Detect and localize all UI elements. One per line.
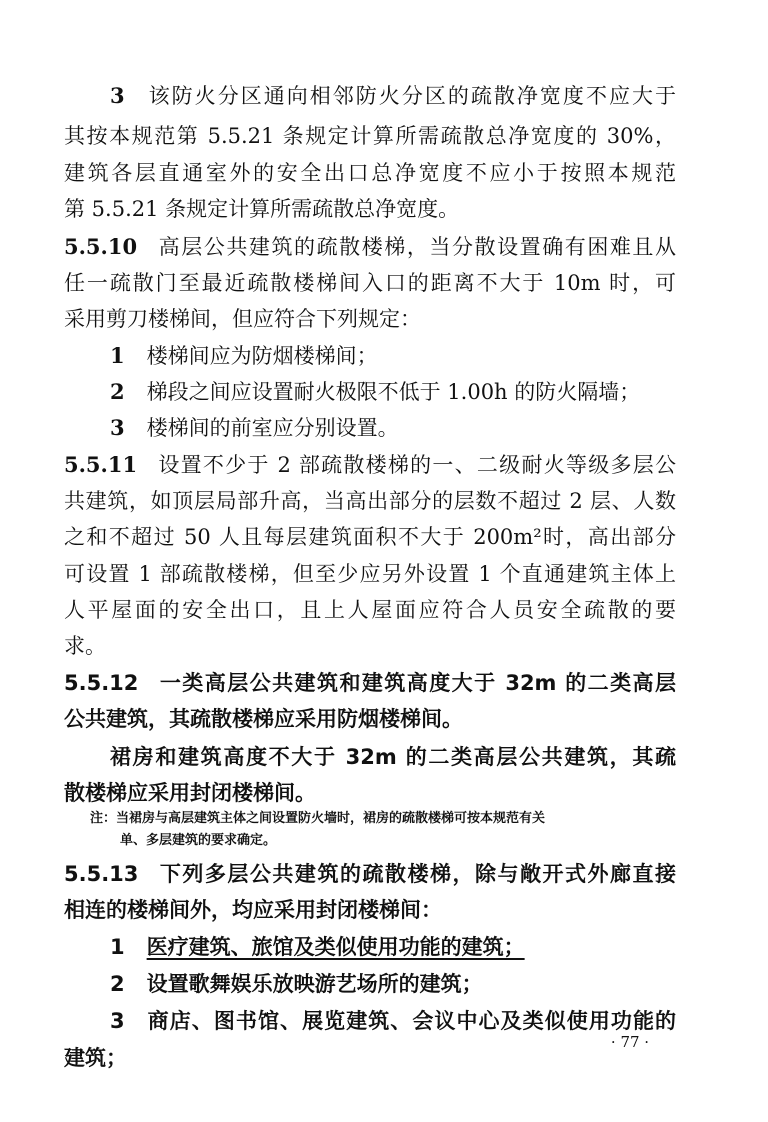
item-3-line-2: 其按本规范第 5.5.21 条规定计算所需疏散总净宽度的 30%，: [64, 124, 676, 148]
item-3-line-3: 建筑各层直通室外的安全出口总净宽度不应小于按照本规范: [64, 161, 676, 185]
item-text: 楼梯间的前室应分别设置。: [146, 416, 399, 440]
item-number: 3: [110, 1009, 125, 1033]
clause-5-5-13-item-3-line-2: 建筑；: [64, 1046, 127, 1070]
clause-number: 5.5.10: [64, 234, 138, 259]
item-3-line-1: [110, 78, 676, 114]
clause-number: 5.5.13: [64, 862, 139, 886]
clause-5-5-13-line-2: 相连的楼梯间外，均应采用封闭楼梯间：: [64, 898, 442, 922]
clause-5-5-10-item-3: [110, 410, 676, 446]
clause-5-5-13-item-1: [110, 929, 676, 965]
clause-text: 设置不少于 2 部疏散楼梯的一、二级耐火等级多层公: [157, 453, 676, 477]
clause-5-5-12-para-2-line-1: 裙房和建筑高度不大于 32m 的二类高层公共建筑，其疏: [110, 745, 676, 769]
item-text: 设置歌舞娱乐放映游艺场所的建筑；: [146, 972, 483, 996]
clause-5-5-11-line-6: 求。: [64, 634, 106, 658]
clause-5-5-11-line-2: 共建筑，如顶层局部升高，当高出部分的层数不超过 2 层、人数: [64, 489, 676, 513]
clause-5-5-10-item-1: [110, 338, 676, 374]
clause-5-5-10-item-2: [110, 374, 676, 410]
clause-text: 高层公共建筑的疏散楼梯，当分散设置确有困难且从: [157, 235, 676, 259]
item-text: 梯段之间应设置耐火极限不低于 1.00h 的防火隔墙；: [146, 380, 641, 404]
clause-number: 5.5.12: [64, 671, 139, 695]
item-number: 3: [110, 415, 125, 440]
item-number: 1: [110, 343, 125, 368]
item-number: 3: [110, 83, 125, 108]
clause-5-5-10-line-2: 任一疏散门至最近疏散楼梯间入口的距离不大于 10m 时，可: [64, 271, 676, 295]
clause-5-5-11-line-4: 可设置 1 部疏散楼梯，但至少应另外设置 1 个直通建筑主体上: [64, 562, 676, 586]
clause-5-5-11-line-3: 之和不超过 50 人且每层建筑面积不大于 200m²时，高出部分: [64, 525, 676, 549]
clause-text: 一类高层公共建筑和建筑高度大于 32m 的二类高层: [158, 671, 676, 695]
clause-5-5-10-line-1: [64, 229, 676, 265]
page-number: · 77 ·: [610, 1033, 650, 1051]
clause-5-5-12-line-1: [64, 665, 676, 701]
item-number: 1: [110, 935, 125, 959]
clause-5-5-10-line-3: 采用剪刀楼梯间，但应符合下列规定：: [64, 307, 421, 331]
note-line-1: 注：当裙房与高层建筑主体之间设置防火墙时，裙房的疏散楼梯可按本规范有关: [90, 811, 546, 826]
clause-5-5-11-line-5: 人平屋面的安全出口，且上人屋面应符合人员安全疏散的要: [64, 598, 676, 622]
note-line-2: 单、多层建筑的要求确定。: [120, 833, 277, 848]
clause-5-5-12-line-2: 公共建筑，其疏散楼梯应采用防烟楼梯间。: [64, 707, 463, 731]
clause-5-5-13-line-1: [64, 856, 676, 892]
item-number: 2: [110, 972, 125, 996]
clause-text: 下列多层公共建筑的疏散楼梯，除与敞开式外廊直接: [158, 862, 676, 886]
item-text: 楼梯间应为防烟楼梯间；: [146, 344, 378, 368]
clause-5-5-12-para-2-line-2: 散楼梯应采用封闭楼梯间。: [64, 781, 316, 805]
item-text: 商店、图书馆、展览建筑、会议中心及类似使用功能的: [146, 1009, 676, 1033]
item-number: 2: [110, 379, 125, 404]
clause-number: 5.5.11: [64, 452, 138, 477]
item-text: 该防火分区通向相邻防火分区的疏散净宽度不应大于: [146, 84, 676, 108]
item-3-line-4: 第 5.5.21 条规定计算所需疏散总净宽度。: [64, 197, 460, 221]
clause-5-5-11-line-1: [64, 447, 676, 483]
clause-5-5-13-item-2: [110, 966, 676, 1002]
item-text: 医疗建筑、旅馆及类似使用功能的建筑；: [146, 935, 525, 959]
